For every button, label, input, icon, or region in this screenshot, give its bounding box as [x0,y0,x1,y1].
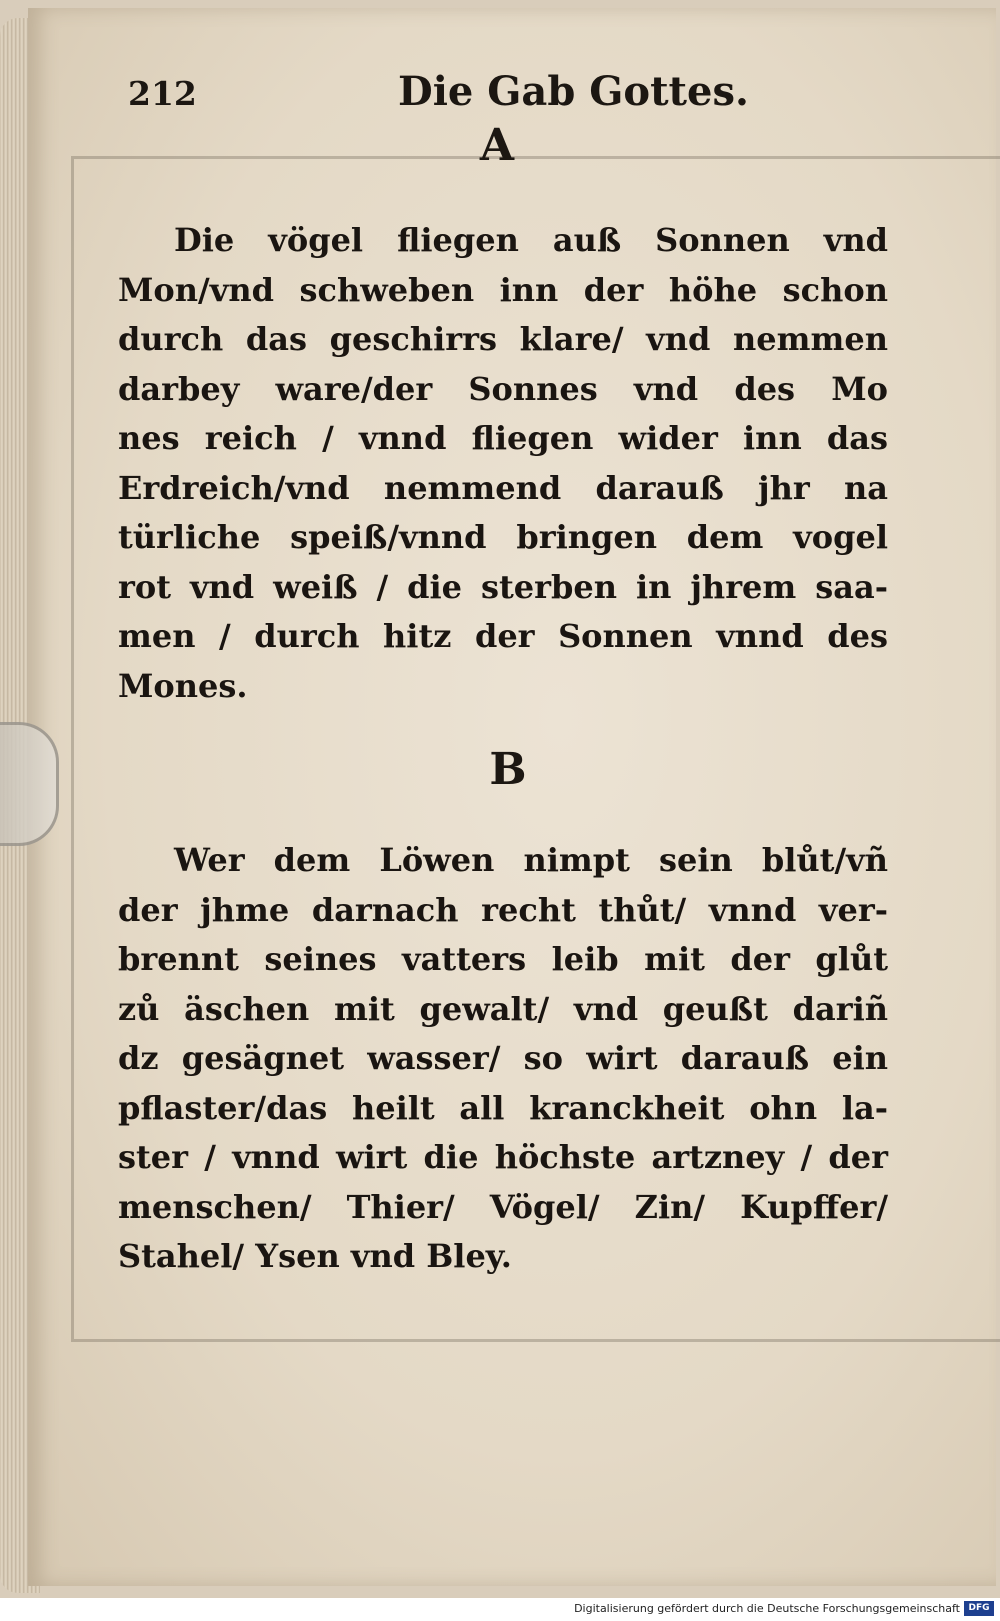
section-letter-b: B [489,744,527,795]
section-letter-a: A [479,120,515,171]
paragraph-b [118,836,888,1282]
text-line: pflaster/das heilt all kranckheit ohn la- [118,1088,888,1127]
text-line: zů äschen mit gewalt/ vnd geußt dariñ [118,989,888,1028]
digitization-footer [0,1598,1000,1621]
text-line: rot vnd weiß / die sterben in jhrem saa- [118,567,888,606]
text-line: Mon/vnd schweben inn der höhe schon [118,270,888,309]
text-line: ster / vnnd wirt die höchste artzney / der [118,1138,888,1176]
text-line: nes reich / vnnd fliegen wider inn das [118,419,888,457]
text-line: darbey ware/der Sonnes vnd des Mo [118,369,888,408]
page-number: 212 [128,74,197,113]
text-line: der jhme darnach recht thůt/ vnnd ver- [118,890,888,929]
running-head: Die Gab Gottes. [398,68,749,115]
dfg-logo: DFG [964,1601,994,1616]
funding-credit: Digitalisierung gefördert durch die Deutsche Forschungsgemeinschaft [574,1602,960,1615]
text-line: menschen/ Thier/ Vögel/ Zin/ Kupffer/ [118,1187,888,1226]
text-line: Erdreich/vnd nemmend darauß jhr na [118,468,888,507]
text-line: Stahel/ Ysen vnd Bley. [118,1237,512,1275]
text-line: durch das geschirrs klare/ vnd nemmen [118,320,888,358]
text-line: men / durch hitz der Sonnen vnnd des [118,617,888,655]
page-header [128,68,768,128]
text-line: Die vögel fliegen auß Sonnen vnd [174,221,888,259]
text-line: brennt seines vatters leib mit der glůt [118,940,888,978]
paragraph-a [118,216,888,711]
text-line: Mones. [118,666,248,705]
text-line: dz gesägnet wasser/ so wirt darauß ein [118,1039,888,1077]
text-line: Wer dem Löwen nimpt sein blůt/vñ [174,841,888,879]
text-line: türliche speiß/vnnd bringen dem vogel [118,518,888,556]
page-clip [0,722,59,846]
